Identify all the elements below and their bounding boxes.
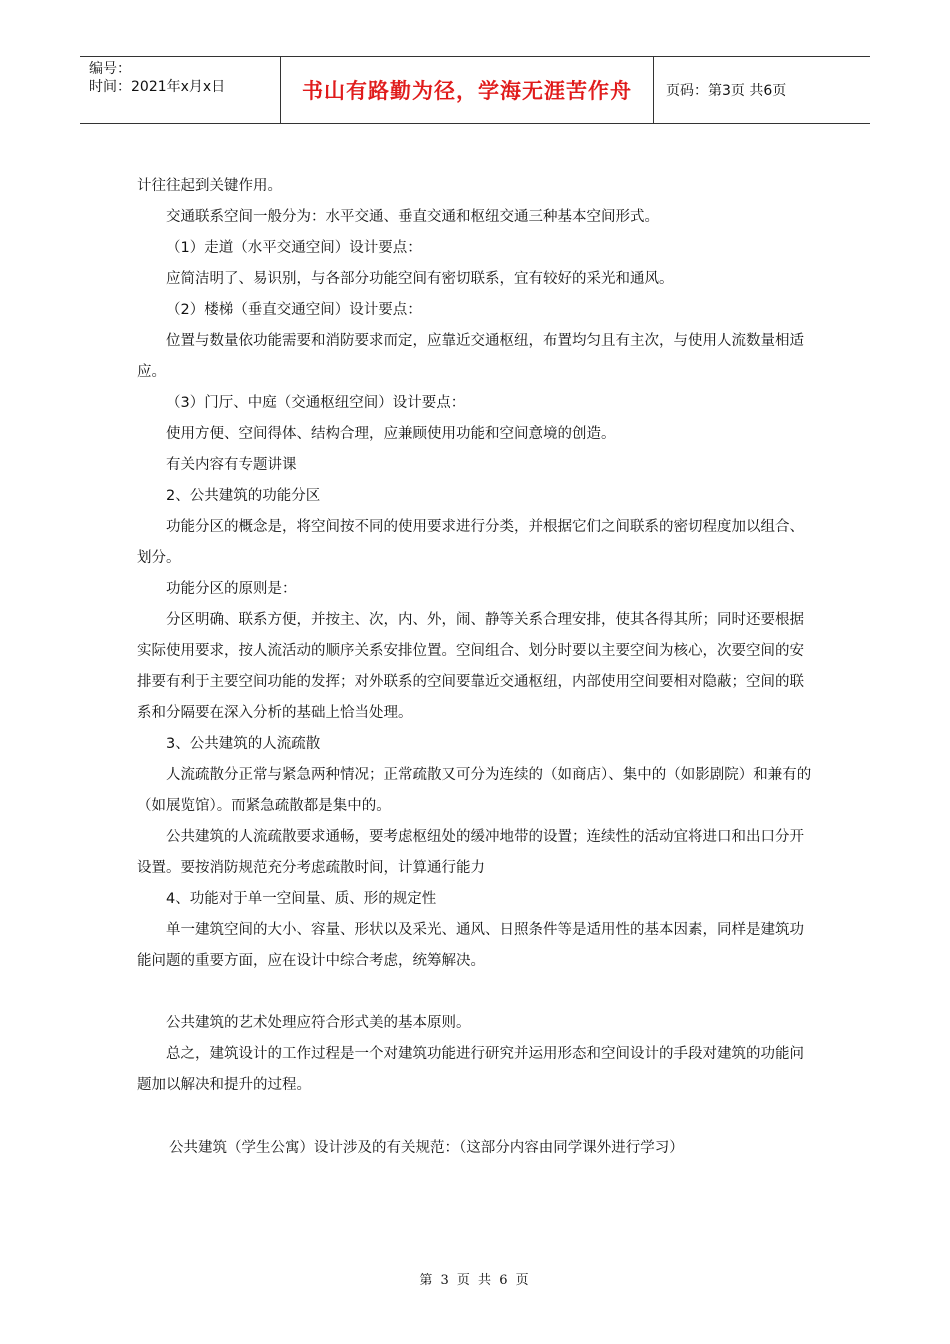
list-item: （1）走道（水平交通空间）设计要点： (166, 240, 422, 256)
document-body (137, 171, 813, 1164)
header-meta (80, 57, 281, 123)
list-item: （2）楼梯（垂直交通空间）设计要点： (166, 302, 422, 318)
paragraph: 使用方便、空间得体、结构合理，应兼顾使用功能和空间意境的创造。 (166, 426, 616, 442)
paragraph: 公共建筑的艺术处理应符合形式美的基本原则。 (166, 1015, 471, 1031)
paragraph: 总之，建筑设计的工作过程是一个对建筑功能进行研究并运用形态和空间设计的手段对建筑的功能问题加以解决和提升的过程。 (137, 1046, 804, 1093)
paragraph: 计往往起到关键作用。 (137, 178, 282, 194)
paragraph: 功能分区的原则是： (166, 581, 297, 597)
section-heading: 3、公共建筑的人流疏散 (166, 736, 321, 752)
paragraph: 公共建筑（学生公寓）设计涉及的有关规范：（这部分内容由同学课外进行学习） (169, 1140, 684, 1156)
paragraph: 位置与数量依功能需要和消防要求而定，应靠近交通枢纽，布置均匀且有主次，与使用人流数量相适应。 (137, 333, 804, 380)
paragraph: 有关内容有专题讲课 (166, 457, 297, 473)
paragraph: 公共建筑的人流疏散要求通畅，要考虑枢纽处的缓冲地带的设置；连续性的活动宜将进口和出口分开设置。要按消防规范充分考虑疏散时间，计算通行能力 (137, 829, 804, 876)
paragraph: 交通联系空间一般分为：水平交通、垂直交通和枢纽交通三种基本空间形式。 (166, 209, 659, 225)
paragraph: 单一建筑空间的大小、容量、形状以及采光、通风、日照条件等是适用性的基本因素，同样是建筑功能问题的重要方面，应在设计中综合考虑，统筹解决。 (137, 922, 804, 969)
page-footer: 第 3 页 共 6 页 (419, 1273, 531, 1288)
paragraph: 应简洁明了、易识别，与各部分功能空间有密切联系，宜有较好的采光和通风。 (166, 271, 674, 287)
paragraph: 功能分区的概念是，将空间按不同的使用要求进行分类，并根据它们之间联系的密切程度加以组合、划分。 (137, 519, 804, 566)
section-heading: 2、公共建筑的功能分区 (166, 488, 321, 504)
document-number-label: 编号： (89, 61, 131, 77)
page-header (80, 56, 870, 124)
document-date: 时间：2021年x月x日 (89, 79, 226, 95)
paragraph: 人流疏散分正常与紧急两种情况；正常疏散又可分为连续的（如商店）、集中的（如影剧院）和兼有的（如展览馆）。而紧急疏散都是集中的。 (137, 767, 812, 814)
header-motto: 书山有路勤为径，学海无涯苦作舟 (281, 57, 654, 123)
header-page-info: 页码：第3页 共6页 (666, 83, 787, 99)
paragraph: 分区明确、联系方便，并按主、次，内、外，闹、静等关系合理安排，使其各得其所；同时还要根据实际使用要求，按人流活动的顺序关系安排位置。空间组合、划分时要以主要空间为核心，次要空间的安排要有利于主要空间功能的发挥；对外联系的空间要靠近交通枢纽，内部使用空间要相对隐蔽；空间的联系和分隔要在深入分析的基础上恰当处理。 (137, 612, 804, 721)
list-item: （3）门厅、中庭（交通枢纽空间）设计要点： (166, 395, 466, 411)
section-heading: 4、功能对于单一空间量、质、形的规定性 (166, 891, 437, 907)
